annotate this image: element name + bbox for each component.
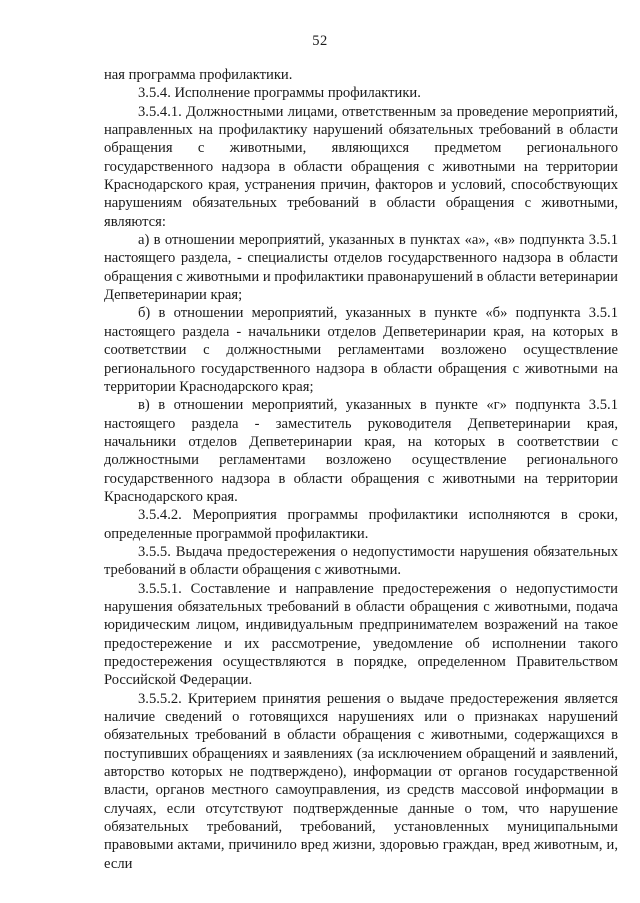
paragraph: 3.5.5.1. Составление и направление предостережения о недопустимости нарушения обязательных требований в области обращения с животными, подача юридическим лицом, индивидуальным предпринимателем возражений на такое предостережение и их рассмотрение, уведомление об исполнении такого предостережения осуществляются в порядке, определенном Правительством Российской Федерации. xyxy=(104,580,618,689)
paragraph: а) в отношении мероприятий, указанных в пунктах «а», «в» подпункта 3.5.1 настоящего раздела, - специалисты отделов государственного надзора в области обращения с животными и профилактики правонарушений в области ветеринарии Депветеринарии края; xyxy=(104,232,618,304)
document-body xyxy=(104,66,618,873)
paragraph: ная программа профилактики. xyxy=(104,67,293,83)
page-number: 52 xyxy=(312,33,328,49)
paragraph: 3.5.4.1. Должностными лицами, ответственным за проведение мероприятий, направленных на профилактику нарушений обязательных требований в области обращения с животными, являющихся предметом регионального государственного надзора в области обращения с животными на территории Краснодарского края, устранения причин, факторов и условий, способствующих нарушениям обязательных требований в области обращения с животными, являются: xyxy=(104,103,618,230)
paragraph: б) в отношении мероприятий, указанных в пункте «б» подпункта 3.5.1 настоящего раздела - начальники отделов Депветеринарии края, на которых в соответствии с должностными регламентами возложено осуществление регионального государственного надзора в области обращения с животными на территории Краснодарского края; xyxy=(104,305,618,395)
paragraph: 3.5.5. Выдача предостережения о недопустимости нарушения обязательных требований в области обращения с животными. xyxy=(104,543,618,579)
paragraph: 3.5.4.2. Мероприятия программы профилактики исполняются в сроки, определенные программой профилактики. xyxy=(104,507,618,542)
paragraph: 3.5.5.2. Критерием принятия решения о выдаче предостережения является наличие сведений о готовящихся нарушениях или о признаках нарушений обязательных требований в области обращения с животными, содержащихся в поступивших обращениях и заявлениях (за исключением обращений и заявлений, авторство которых не подтверждено), информации от органов государственной власти, органов местного самоуправления, из средств массовой информации в случаях, если отсутствуют подтвержденные данные о том, что нарушение обязательных требований, требований, установленных муниципальными правовыми актами, причинило вред жизни, здоровью граждан, вред животным, и, если xyxy=(104,690,618,872)
paragraph: в) в отношении мероприятий, указанных в пункте «г» подпункта 3.5.1 настоящего раздела - заместитель руководителя Депветеринарии края, начальники отделов Депветеринарии края, на которых в соответствии с должностными регламентами возложено осуществление регионального государственного надзора в области обращения с животными на территории Краснодарского края. xyxy=(104,397,618,505)
paragraph: 3.5.4. Исполнение программы профилактики. xyxy=(138,85,421,102)
